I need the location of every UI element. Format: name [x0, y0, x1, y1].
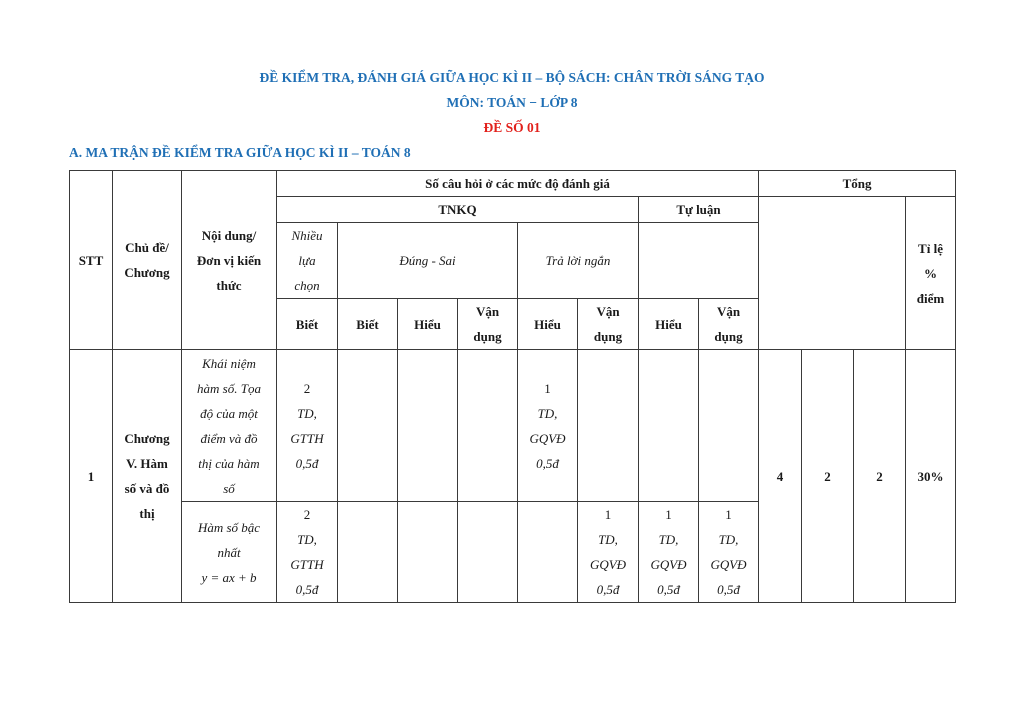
cell-tl-van-dung — [699, 350, 759, 502]
header-nlc-line: Nhiều — [291, 228, 323, 243]
assessment-matrix-table — [69, 170, 956, 603]
header-nlc-line: lựa — [298, 253, 316, 268]
header-tu-luan-blank — [639, 223, 759, 299]
header-ti-le-line: điểm — [916, 290, 945, 306]
header-dung-sai: Đúng - Sai — [338, 223, 518, 299]
header-tnkq: TNKQ — [277, 197, 639, 223]
level-van-dung-line: dụng — [473, 329, 502, 344]
cell-line: 0,5đ — [596, 582, 620, 597]
level-van-dung-line: dụng — [593, 329, 623, 344]
table-row — [70, 350, 956, 502]
row-chuong-line: Chương — [124, 431, 170, 446]
header-tu-luan: Tự luận — [639, 197, 759, 223]
cell-line: 0,5đ — [295, 455, 319, 471]
header-ti-le-line: Tỉ lệ — [918, 240, 943, 256]
cell-line: 2 — [303, 507, 311, 522]
row-chuong — [113, 350, 182, 603]
level-hieu: Hiểu — [639, 299, 699, 350]
cell-tln-hieu — [518, 502, 578, 603]
subject-line: MÔN: TOÁN − LỚP 8 — [446, 95, 578, 110]
formula: y = ax + b — [201, 569, 257, 585]
cell-line: TD, — [718, 532, 739, 547]
row-noi-dung-1 — [182, 350, 277, 502]
level-van-dung — [578, 299, 639, 350]
cell-line: TD, — [598, 532, 618, 547]
noi-dung-line: hàm số. Tọa — [197, 380, 261, 396]
cell-line: 1 — [544, 380, 551, 396]
cell-line: 0,5đ — [295, 582, 319, 597]
row-chuong-line: thị — [139, 506, 155, 521]
header-noi-dung-line: Nội dung/ — [201, 227, 257, 243]
cell-ds-biet — [338, 350, 398, 502]
row-chuong-line: số và đồ — [124, 481, 170, 496]
cell-tl-hieu — [639, 502, 699, 603]
header-ti-le-line: % — [924, 265, 938, 281]
level-van-dung-line: Vận — [716, 304, 741, 319]
noi-dung-line: Hàm số bậc — [197, 519, 261, 535]
cell-line: GTTH — [290, 557, 324, 572]
level-biet: Biết — [277, 299, 338, 350]
total-hieu: 2 — [802, 350, 854, 603]
cell-nlc-biet — [277, 502, 338, 603]
cell-line: GQVĐ — [650, 557, 687, 572]
level-van-dung-line: Vận — [596, 304, 620, 319]
cell-line: 1 — [665, 507, 672, 522]
level-van-dung-line: dụng — [714, 329, 743, 344]
noi-dung-line: thị của hàm — [198, 455, 260, 471]
cell-ds-hieu — [398, 502, 458, 603]
header-so-cau-hoi: Số câu hỏi ở các mức độ đánh giá — [277, 171, 759, 197]
cell-ds-van-dung — [458, 502, 518, 603]
header-chu-de — [113, 171, 182, 350]
level-biet: Biết — [338, 299, 398, 350]
header-row-1 — [70, 171, 956, 197]
cell-line: 0,5đ — [717, 582, 740, 597]
header-nlc-line: chọn — [294, 278, 320, 293]
level-van-dung — [699, 299, 759, 350]
header-tong-blank — [759, 197, 906, 350]
noi-dung-line: Khái niệm — [202, 355, 256, 371]
level-hieu: Hiểu — [398, 299, 458, 350]
section-title: A. MA TRẬN ĐỀ KIỂM TRA GIỮA HỌC KÌ II – TOÁN 8 — [69, 145, 411, 160]
cell-line: 1 — [604, 507, 612, 522]
cell-line: TD, — [297, 532, 317, 547]
header-chu-de-line: Chủ đề/ — [125, 240, 169, 255]
header-tong-group: Tổng — [759, 171, 956, 197]
exam-number: ĐỀ SỐ 01 — [483, 120, 541, 135]
cell-line: 1 — [725, 507, 732, 522]
cell-line: GQVĐ — [529, 430, 566, 446]
cell-nlc-biet — [277, 350, 338, 502]
total-van-dung: 2 — [854, 350, 906, 603]
cell-tl-van-dung — [699, 502, 759, 603]
level-van-dung-line: Vận — [475, 304, 500, 319]
level-hieu: Hiểu — [518, 299, 578, 350]
cell-line: TD, — [297, 405, 317, 421]
row-stt: 1 — [70, 350, 113, 603]
cell-tln-hieu — [518, 350, 578, 502]
cell-tl-hieu — [639, 350, 699, 502]
row-chuong-line: V. Hàm — [126, 456, 168, 471]
document-title: ĐỀ KIỂM TRA, ĐÁNH GIÁ GIỮA HỌC KÌ II – BỘ SÁCH: CHÂN TRỜI SÁNG TẠO — [259, 70, 765, 85]
noi-dung-line: số — [223, 480, 235, 496]
noi-dung-line: nhất — [217, 544, 241, 560]
level-van-dung — [458, 299, 518, 350]
cell-ds-hieu — [398, 350, 458, 502]
header-ti-le — [906, 197, 956, 350]
cell-line: 0,5đ — [536, 455, 559, 471]
cell-line: TD, — [537, 405, 558, 421]
header-noi-dung — [182, 171, 277, 350]
header-stt: STT — [70, 171, 113, 350]
row-noi-dung-2 — [182, 502, 277, 603]
header-chu-de-line: Chương — [124, 265, 170, 280]
cell-tln-van-dung — [578, 502, 639, 603]
noi-dung-line: điểm và đồ — [200, 430, 258, 446]
header-noi-dung-line: Đơn vị kiến — [196, 252, 262, 268]
header-tra-loi-ngan: Trả lời ngắn — [518, 223, 639, 299]
cell-line: GQVĐ — [710, 557, 747, 572]
noi-dung-line: độ của một — [200, 405, 258, 421]
cell-line: 2 — [303, 380, 311, 396]
cell-line: GTTH — [290, 430, 324, 446]
header-noi-dung-line: thức — [216, 277, 242, 293]
header-nhieu-lua-chon — [277, 223, 338, 299]
cell-line: 0,5đ — [657, 582, 680, 597]
cell-line: GQVĐ — [589, 557, 627, 572]
total-biet: 4 — [759, 350, 802, 603]
cell-ds-biet — [338, 502, 398, 603]
cell-tln-van-dung — [578, 350, 639, 502]
total-ti-le: 30% — [906, 350, 956, 603]
cell-line: TD, — [658, 532, 679, 547]
cell-ds-van-dung — [458, 350, 518, 502]
